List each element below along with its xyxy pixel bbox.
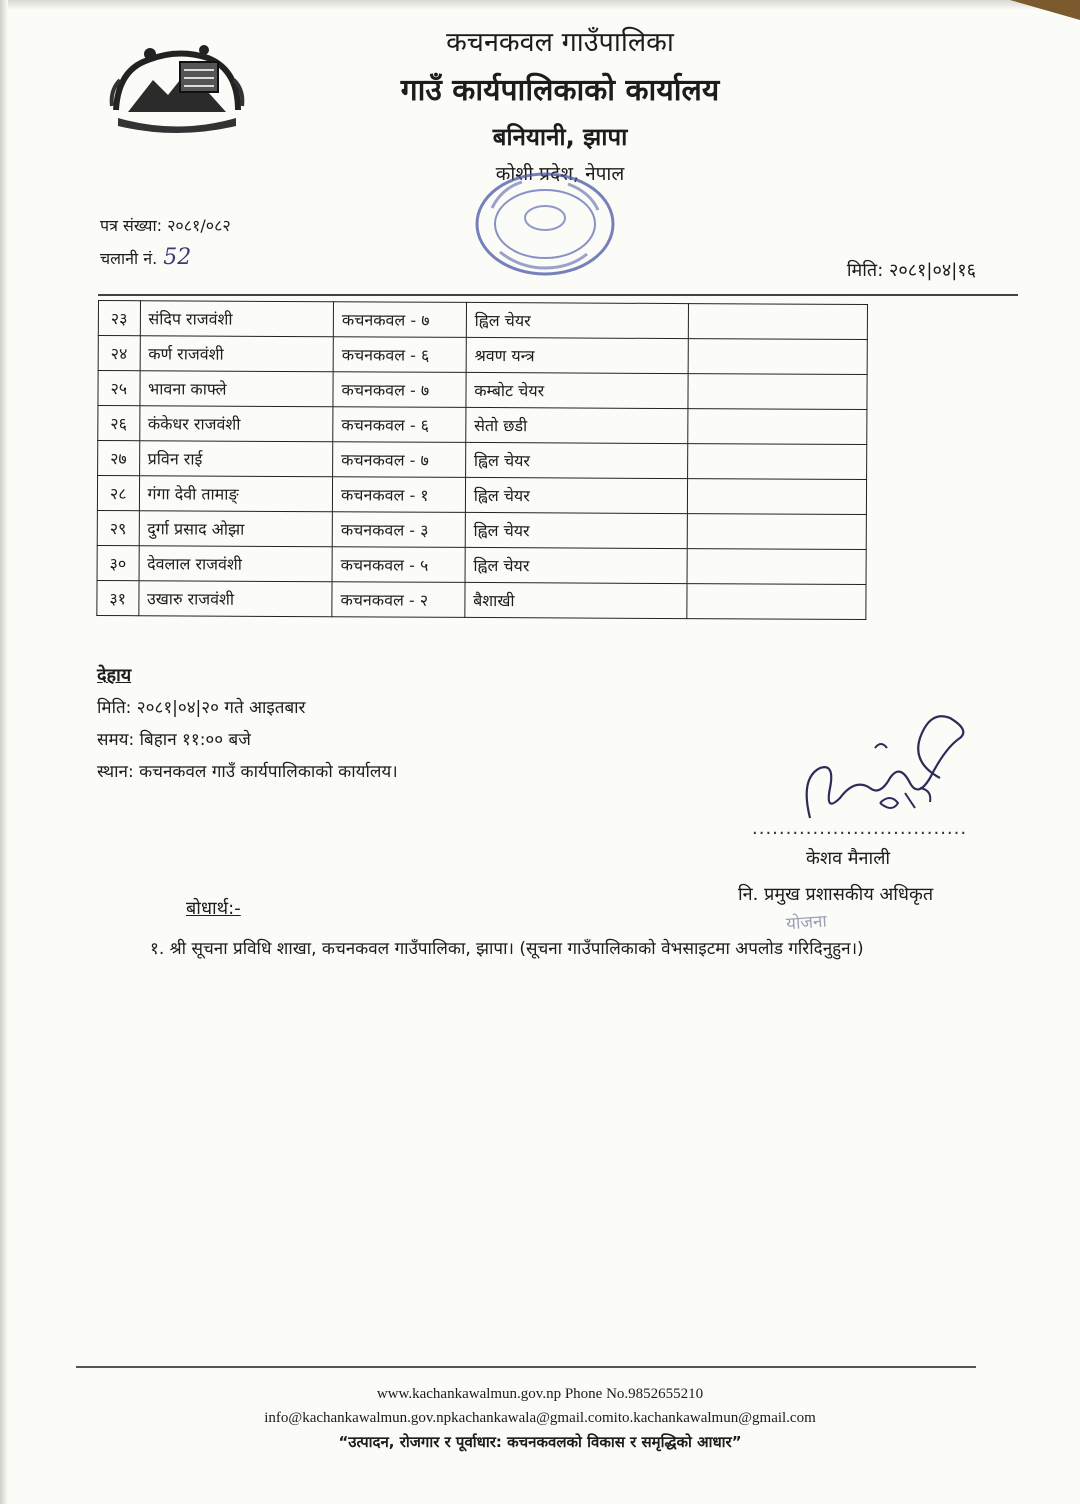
background-corner — [1010, 0, 1080, 20]
footer-website-phone: www.kachankawalmun.gov.np Phone No.9852655210 — [376, 1386, 704, 1402]
name-cell: दुर्गा प्रसाद ओझा — [139, 511, 333, 547]
note-cell — [687, 549, 867, 585]
signatory-name: केशव मैनाली — [806, 848, 891, 869]
item-cell: ह्विल चेयर — [465, 547, 687, 583]
nepal-emblem-icon — [108, 40, 246, 135]
office-name: गाउँ कार्यपालिकाको कार्यालय — [400, 73, 720, 108]
address-cell: कचनकवल - ७ — [333, 372, 466, 408]
address-cell: कचनकवल - ६ — [333, 337, 466, 373]
signature-line: ................................ — [752, 818, 968, 839]
footer-emails: info@kachankawalmun.gov.npkachankawala@gmail.comito.kachankawalmun@gmail.com — [264, 1410, 816, 1426]
details-heading: देहाय — [97, 665, 132, 686]
note-cell — [687, 479, 867, 515]
table-row — [98, 441, 867, 480]
cc-recipient: १. श्री सूचना प्रविधि शाखा, कचनकवल गाउँपालिका, झापा। (सूचना गाउँपालिकाको वेभसाइटमा अपलोड गरिदिनुहुन।) — [150, 939, 864, 959]
serial-cell: २९ — [97, 510, 139, 545]
name-cell: कंकेधर राजवंशी — [139, 406, 333, 442]
name-cell: गंगा देवी तामाङ् — [139, 476, 333, 512]
meeting-details — [97, 660, 398, 788]
serial-cell: ३० — [97, 545, 139, 580]
signatory-title: नि. प्रमुख प्रशासकीय अधिकृत — [738, 884, 934, 905]
item-cell: ह्विल चेयर — [465, 477, 687, 513]
name-cell: प्रविन राई — [139, 441, 333, 477]
address-cell: कचनकवल - ३ — [332, 512, 465, 548]
handwritten-signature-icon — [780, 708, 970, 833]
note-cell — [688, 339, 868, 375]
table-row — [97, 580, 866, 619]
municipality-name: कचनकवल गाउँपालिका — [446, 27, 674, 58]
item-cell: ह्विल चेयर — [465, 512, 687, 548]
serial-cell: २३ — [98, 301, 140, 336]
header-divider — [98, 294, 1018, 296]
item-cell: बैशाखी — [465, 582, 687, 618]
dispatch-number — [100, 245, 191, 270]
address-cell: कचनकवल - २ — [332, 582, 465, 618]
address-cell: कचनकवल - १ — [332, 477, 465, 513]
item-cell: ह्विल चेयर — [465, 442, 687, 478]
serial-cell: २८ — [97, 476, 139, 511]
meeting-date: मिति: २०८१|०४|२० गते आइतबार — [97, 698, 306, 718]
page-edge-shadow — [0, 0, 1080, 10]
cc-label: बोधार्थ:- — [186, 898, 241, 919]
note-cell — [686, 584, 866, 620]
table-row — [97, 476, 866, 515]
name-cell: भावना काफ्ले — [139, 371, 333, 407]
table-row — [98, 406, 867, 445]
office-address: बनियानी, झापा — [492, 123, 628, 151]
address-cell: कचनकवल - ६ — [333, 407, 466, 443]
table-row — [98, 301, 867, 340]
province-name: कोशी प्रदेश, नेपाल — [495, 163, 625, 185]
item-cell: कम्बोट चेयर — [466, 372, 688, 408]
serial-cell: २७ — [98, 441, 140, 476]
dispatch-value: 52 — [163, 245, 192, 270]
footer-divider — [76, 1366, 976, 1368]
address-cell: कचनकवल - ५ — [332, 547, 465, 583]
table-row — [97, 545, 866, 584]
item-cell: ह्विल चेयर — [466, 302, 688, 338]
item-cell: सेतो छडी — [466, 407, 688, 443]
footer-slogan: “उत्पादन, रोजगार र पूर्वाधार: कचनकवलको विकास र समृद्धिको आधार” — [338, 1433, 742, 1451]
note-cell — [687, 409, 867, 445]
page-edge-shadow-left — [0, 0, 8, 1504]
serial-cell: २५ — [98, 371, 140, 406]
cc-heading — [186, 896, 241, 920]
letter-date: मिति: २०८१|०४|१६ — [846, 260, 976, 281]
table-row — [97, 510, 866, 549]
address-cell: कचनकवल - ७ — [333, 302, 466, 338]
name-cell: कर्ण राजवंशी — [140, 336, 334, 372]
reference-number: पत्र संख्या: २०८१/०८२ — [100, 216, 231, 235]
name-cell: संदिप राजवंशी — [140, 301, 334, 337]
name-cell: उखारु राजवंशी — [138, 581, 332, 617]
table-row — [98, 371, 867, 410]
faint-stamp-text: योजना — [785, 911, 828, 935]
meeting-place: स्थान: कचनकवल गाउँ कार्यपालिकाको कार्यालय। — [97, 762, 398, 782]
office-seal-icon — [470, 168, 620, 280]
address-cell: कचनकवल - ७ — [333, 442, 466, 478]
note-cell — [688, 374, 868, 410]
name-cell: देवलाल राजवंशी — [139, 546, 333, 582]
note-cell — [687, 514, 867, 550]
beneficiary-table — [96, 300, 868, 620]
meeting-time: समय: बिहान ११:०० बजे — [97, 730, 251, 750]
note-cell — [687, 444, 867, 480]
note-cell — [688, 304, 868, 340]
serial-cell: २६ — [98, 406, 140, 441]
item-cell: श्रवण यन्त्र — [466, 337, 688, 373]
serial-cell: २४ — [98, 336, 140, 371]
serial-cell: ३१ — [97, 580, 139, 615]
dispatch-label: चलानी नं. — [100, 249, 158, 268]
table-row — [98, 336, 867, 375]
